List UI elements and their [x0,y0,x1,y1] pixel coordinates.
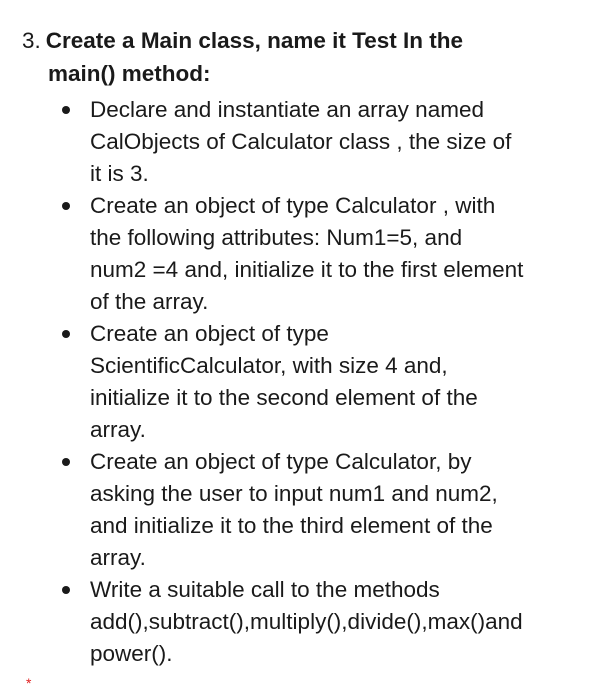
item-line: Create an object of type Calculator , with [90,193,496,218]
item-line: power(). [90,641,173,666]
bullet-icon [62,202,70,210]
list-item [0,318,601,446]
instruction-list [0,94,601,670]
item-line: array. [90,417,146,442]
list-item [0,190,601,318]
required-asterisk: * [26,675,32,691]
item-line: and initialize it to the third element of the [90,513,493,538]
item-line: the following attributes: Num1=5, and [90,225,463,250]
bullet-icon [62,458,70,466]
item-line: asking the user to input num1 and num2, [90,481,498,506]
item-line: of the array. [90,289,209,314]
item-line: Create an object of type [90,321,329,346]
list-item [0,94,601,190]
question-heading [22,24,582,90]
bullet-icon [62,106,70,114]
bullet-icon [62,330,70,338]
item-line: num2 =4 and, initialize it to the first element [90,257,524,282]
item-line: add(),subtract(),multiply(),divide(),max()and [90,609,523,634]
list-item [0,446,601,574]
item-line: ScientificCalculator, with size 4 and, [90,353,448,378]
question-number: 3. [22,28,41,53]
question-title-line2: main() method: [48,61,211,86]
bullet-icon [62,586,70,594]
item-line: Create an object of type Calculator, by [90,449,472,474]
list-item [0,574,601,670]
item-line: initialize it to the second element of the [90,385,478,410]
item-line: array. [90,545,146,570]
item-line: CalObjects of Calculator class , the size of [90,129,512,154]
item-line: Declare and instantiate an array named [90,97,484,122]
question-title-line1: Create a Main class, name it Test In the [45,28,463,53]
item-line: Write a suitable call to the methods [90,577,440,602]
item-line: it is 3. [90,161,149,186]
